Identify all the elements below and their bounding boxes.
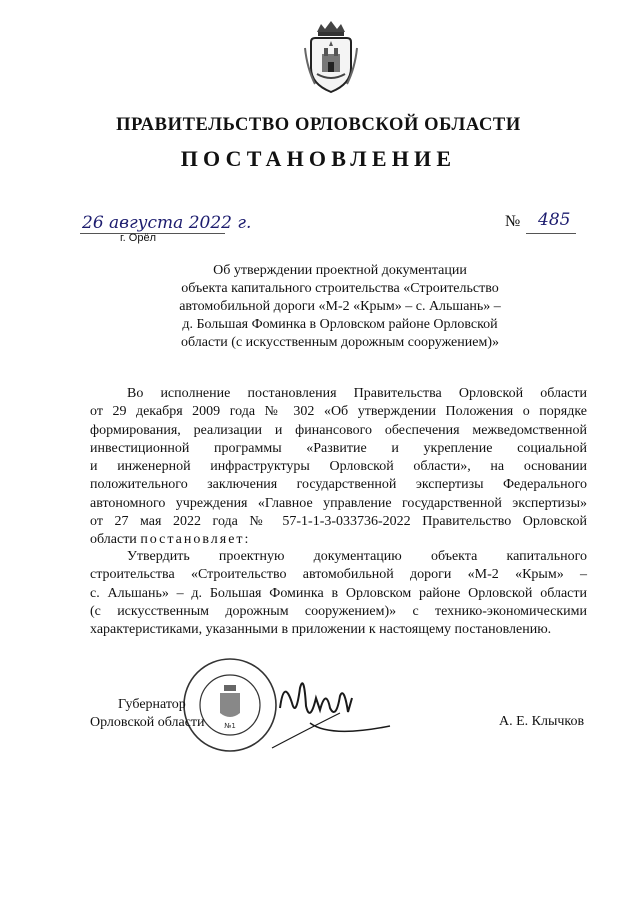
paragraph-text: области [90,532,141,548]
resolution-keyword: постановляет: [140,532,251,548]
paragraph-line: и инженерной инфраструктуры Орловской области», на основании [90,459,587,475]
paragraph-line: Утвердить проектную документацию объекта капитального [127,549,587,564]
role-line: Губернатор [118,697,186,712]
number-label: № [505,213,521,230]
paragraph-line: от 29 декабря 2009 года № 302 «Об утверждении Положения о порядке [90,404,587,420]
stamp-number: №1 [224,722,236,730]
city-label: г. Орёл [120,232,156,244]
governor-signature [270,668,410,758]
government-name: ПРАВИТЕЛЬСТВО ОРЛОВСКОЙ ОБЛАСТИ [116,115,521,135]
preamble-paragraph [90,385,587,550]
paragraph-line: с. Альшань» – д. Большая Фоминка в Орловском районе Орловской области [90,585,587,601]
paragraph-line: автономного учреждения «Главное управление государственной экспертизы» [90,495,587,511]
paragraph-line: положительного заключения государственной экспертизы Федерального [90,477,587,493]
paragraph-line: (с искусственным дорожным сооружением)» с технико-экономическими [90,603,587,619]
document-type: ПОСТАНОВЛЕНИЕ [180,146,457,171]
paragraph-line: характеристиками, указанными в приложении к настоящему постановлению. [90,622,552,638]
paragraph-line: от 27 мая 2022 года № 57-1-1-3-033736-2022 Правительство Орловской [90,514,587,530]
signatory-name: А. Е. Клычков [499,714,585,729]
title-line: автомобильной дороги «М-2 «Крым» – с. Альшань» – [179,299,501,314]
signatory-role [90,696,205,732]
number-underline [526,233,576,234]
title-line: области (с искусственным дорожным сооружением)» [181,335,499,350]
paragraph-line: инвестиционной программы «Развитие и укрепление социальной [90,440,587,456]
paragraph-line [90,531,587,549]
paragraph-line: Во исполнение постановления Правительства Орловской области [127,386,587,401]
handwritten-number: 485 [538,210,571,230]
document-title [140,262,540,352]
title-line: объекта капитального строительства «Строительство [181,281,499,296]
title-line: д. Большая Фоминка в Орловском районе Орловской [182,317,498,332]
resolution-paragraph [90,548,587,639]
paragraph-line: формирования, реализации и финансового обеспечения межведомственной [90,422,587,438]
title-line: Об утверждении проектной документации [213,263,467,278]
paragraph-line: строительства «Строительство автомобильной дороги «М-2 «Крым» – [90,567,587,583]
coat-of-arms-emblem [303,18,359,96]
handwritten-date: 26 августа 2022 г. [82,213,252,233]
role-line: Орловской области [90,715,205,730]
